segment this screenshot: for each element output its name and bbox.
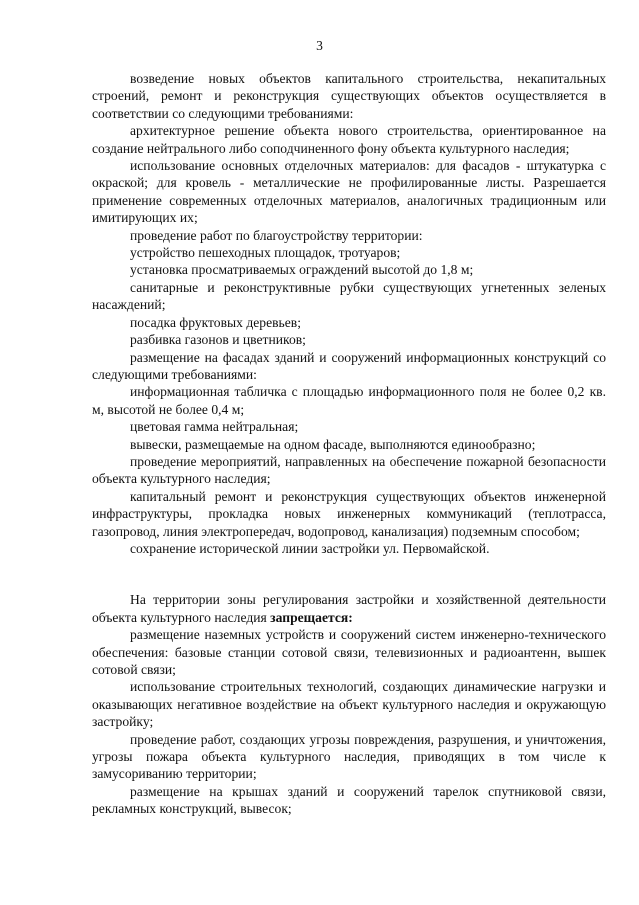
paragraph: посадка фруктовых деревьев;: [130, 314, 301, 330]
paragraph: информационная табличка с площадью информационного поля не более 0,2 кв. м, высотой не более 0,4 м;: [92, 384, 606, 417]
paragraph: размещение наземных устройств и сооружений систем инженерно-технического обеспечения: базовые станции сотовой связи, телевизионных и радиоантенн, вышек сотовой связи;: [92, 627, 606, 677]
paragraph: сохранение исторической линии застройки ул. Первомайской.: [130, 540, 490, 556]
paragraph: капитальный ремонт и реконструкция существующих объектов инженерной инфраструктуры, прокладка новых инженерных коммуникаций (теплотрасса, газопровод, линия электропередач, водопровод, канализация) подземным способом;: [92, 488, 606, 539]
section-intro-text: На территории зоны регулирования застройки и хозяйственной деятельности объекта культурного наследия: [92, 592, 606, 625]
paragraph: архитектурное решение объекта нового строительства, ориентированное на создание нейтрального либо соподчиненного фону объекта культурного наследия;: [92, 123, 606, 156]
page-number: 3: [316, 38, 323, 53]
document-body: [92, 70, 606, 818]
paragraph: проведение работ по благоустройству территории:: [130, 227, 423, 243]
section-intro-paragraph: [92, 591, 606, 626]
prohibited-heading: запрещается:: [270, 609, 353, 625]
paragraph: возведение новых объектов капитального строительства, некапитальных строений, ремонт и реконструкция существующих объектов осуществляется в соответствии со следующими требованиями:: [92, 71, 606, 121]
section-spacer: [92, 557, 606, 591]
paragraph: вывески, размещаемые на одном фасаде, выполняются единообразно;: [130, 436, 536, 452]
paragraph: разбивка газонов и цветников;: [130, 332, 306, 348]
paragraph: использование основных отделочных материалов: для фасадов - штукатурка с окраской; для кровель - металлические не профилированные листы. Разрешается применение современных отделочных материалов, аналогичных традиционным или имитирующих их;: [92, 158, 606, 226]
paragraph: устройство пешеходных площадок, тротуаров;: [130, 245, 401, 261]
paragraph: размещение на крышах зданий и сооружений тарелок спутниковой связи, рекламных конструкций, вывесок;: [92, 783, 606, 817]
paragraph: проведение мероприятий, направленных на обеспечение пожарной безопасности объекта культурного наследия;: [92, 453, 606, 487]
paragraph: размещение на фасадах зданий и сооружений информационных конструкций со следующими требованиями:: [92, 349, 606, 382]
paragraph: проведение работ, создающих угрозы повреждения, разрушения, и уничтожения, угрозы пожара объекта культурного наследия, приводящих в том числе к замусориванию территории;: [92, 731, 606, 782]
paragraph: цветовая гамма нейтральная;: [130, 419, 299, 435]
paragraph: установка просматриваемых ограждений высотой до 1,8 м;: [130, 262, 474, 278]
paragraph: использование строительных технологий, создающих динамические нагрузки и оказывающих негативное воздействие на объект культурного наследия и окружающую застройку;: [92, 679, 606, 730]
paragraph: санитарные и реконструктивные рубки существующих угнетенных зеленых насаждений;: [92, 279, 606, 313]
